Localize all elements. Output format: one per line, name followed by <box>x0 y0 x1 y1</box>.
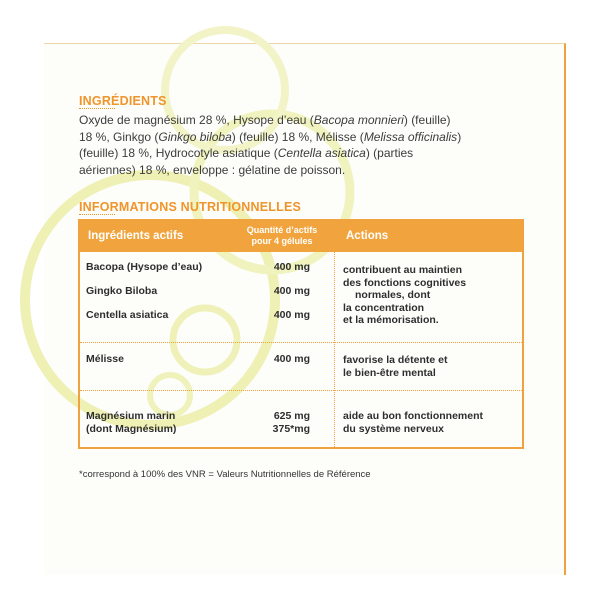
row-divider <box>80 342 522 343</box>
header-ingredients: Ingrédients actifs <box>88 230 184 242</box>
ingredients-text <box>79 112 522 178</box>
ingredients-title-underline <box>79 108 115 109</box>
quantity-gingko: 400 mg <box>273 285 310 297</box>
header-quantity: Quantité d’actifs pour 4 gélules <box>246 225 318 246</box>
ingredient-centella: Centella asiatica <box>86 309 169 321</box>
quantity-melisse: 400 mg <box>273 353 310 365</box>
footnote: *correspond à 100% des VNR = Valeurs Nutritionnelles de Référence <box>79 469 371 480</box>
header-actions: Actions <box>346 230 389 242</box>
row-divider <box>80 390 522 391</box>
nutrition-table <box>78 219 524 449</box>
column-divider <box>334 252 335 447</box>
ingredient-melisse: Mélisse <box>86 353 124 365</box>
action-relaxation: favorise la détente et le bien-être mental <box>343 354 448 379</box>
ingredients-line-2: 18 %, Ginkgo (Ginkgo biloba) (feuille) 18 %, Mélisse (Melissa officinalis) <box>79 129 462 144</box>
nutrition-title-underline <box>79 214 115 215</box>
action-nervous-system: aide au bon fonctionnement du système nerveux <box>343 410 484 435</box>
ingredients-line-3: (feuille) 18 %, Hydrocotyle asiatique (Centella asiatica) (parties <box>79 146 414 160</box>
nutrition-title: INFORMATIONS NUTRITIONNELLES <box>79 200 302 214</box>
quantity-centella: 400 mg <box>273 309 310 321</box>
ingredient-bacopa: Bacopa (Hysope d’eau) <box>86 261 203 273</box>
ingredients-line-1: Oxyde de magnésium 28 %, Hysope d’eau (Bacopa monnieri) (feuille) <box>79 113 451 127</box>
quantity-magnesium: 625 mg 375*mg <box>272 410 310 435</box>
ingredient-gingko: Gingko Biloba <box>86 285 158 297</box>
action-cognitive: contribuent au maintien des fonctions cognitives normales, dont la concentration et la mémorisation. <box>343 264 467 326</box>
ingredients-title: INGRÉDIENTS <box>79 94 167 108</box>
ingredients-line-4: aériennes) 18 %, enveloppe : gélatine de poisson. <box>79 162 346 177</box>
table-header <box>80 221 522 252</box>
ingredient-magnesium: Magnésium marin (dont Magnésium) <box>86 410 177 435</box>
quantity-bacopa: 400 mg <box>273 261 310 273</box>
